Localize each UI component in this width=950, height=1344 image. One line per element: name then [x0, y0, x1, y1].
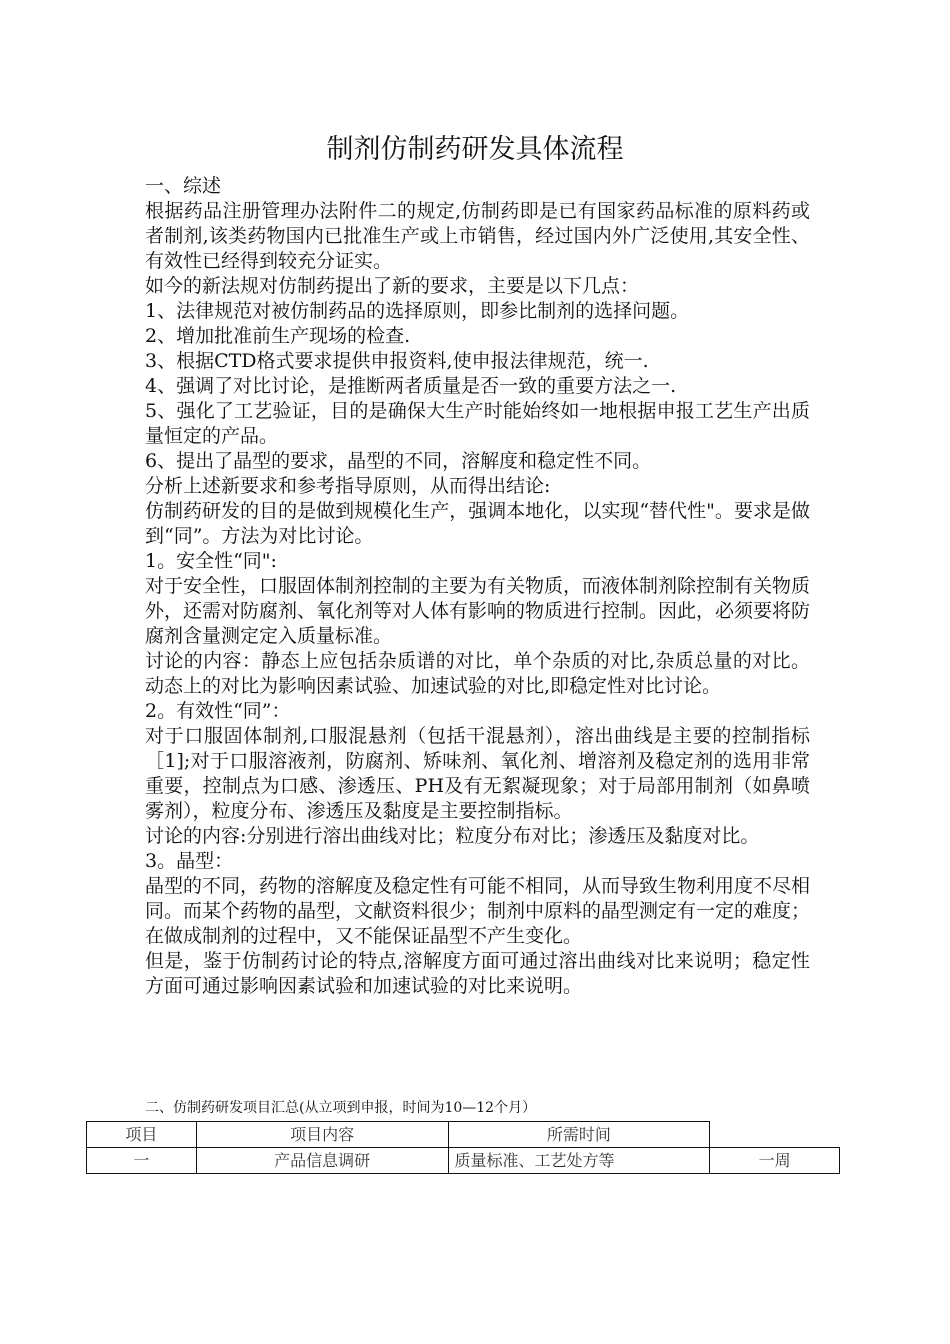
paragraph: 一、综述: [145, 175, 222, 197]
paragraph: 讨论的内容:分别进行溶出曲线对比；粒度分布对比；渗透压及黏度对比。: [145, 825, 760, 847]
paragraph: 4、强调了对比讨论，是推断两者质量是否一致的重要方法之一.: [145, 375, 677, 397]
paragraph: 3、根据CTD格式要求提供申报资料,使申报法律规范，统一.: [145, 350, 649, 372]
paragraph: 3。晶型：: [145, 850, 234, 872]
paragraph: 对于安全性，口服固体制剂控制的主要为有关物质，而液体制剂除控制有关物质外，还需对防腐剂、氧化剂等对人体有影响的物质进行控制。因此，必须要将防腐剂含量测定定入质量标准。: [145, 575, 811, 647]
paragraph: 但是，鉴于仿制药讨论的特点,溶解度方面可通过溶出曲线对比来说明；稳定性方面可通过影响因素试验和加速试验的对比来说明。: [145, 950, 810, 997]
paragraph: 对于口服固体制剂,口服混悬剂（包括干混悬剂），溶出曲线是主要的控制指标［1];对于口服溶液剂，防腐剂、矫味剂、氧化剂、增溶剂及稳定剂的选用非常重要，控制点为口感、渗透压、PH及有无絮凝现象；对于局部用制剂（如鼻喷雾剂），粒度分布、渗透压及黏度是主要控制指标。: [145, 725, 810, 822]
document-body: [145, 174, 810, 999]
paragraph: 晶型的不同，药物的溶解度及稳定性有可能不相同，从而导致生物利用度不尽相同。而某个药物的晶型，文献资料很少；制剂中原料的晶型测定有一定的难度；在做成制剂的过程中，又不能保证晶型不产生变化。: [145, 875, 811, 947]
paragraph: 分析上述新要求和参考指导原则，从而得出结论:: [145, 475, 551, 497]
table-header-cell: 项目: [87, 1122, 197, 1148]
paragraph: 根据药品注册管理办法附件二的规定,仿制药即是已有国家药品标准的原料药或者制剂,该类药物国内已批准生产或上市销售，经过国内外广泛使用,其安全性、有效性已经得到较充分证实。: [145, 200, 810, 272]
paragraph: 讨论的内容：静态上应包括杂质谱的对比，单个杂质的对比,杂质总量的对比。动态上的对比为影响因素试验、加速试验的对比,即稳定性对比讨论。: [145, 650, 810, 697]
table-header-cell: 所需时间: [448, 1122, 710, 1148]
table-header-cell: 项目内容: [196, 1122, 448, 1148]
paragraph: 5、强化了工艺验证，目的是确保大生产时能始终如一地根据申报工艺生产出质量恒定的产品。: [145, 400, 810, 447]
table-header-cell: [710, 1122, 840, 1148]
paragraph: 如今的新法规对仿制药提出了新的要求，主要是以下几点：: [145, 275, 640, 297]
table-cell: 质量标准、工艺处方等: [448, 1148, 710, 1174]
table-header-row: [87, 1122, 840, 1148]
paragraph: 2。有效性“同”：: [145, 700, 291, 722]
project-summary-table: [86, 1121, 840, 1174]
paragraph: 1。安全性“同":: [145, 550, 277, 572]
table-cell: 产品信息调研: [196, 1148, 448, 1174]
paragraph: 仿制药研发的目的是做到规模化生产，强调本地化，以实现“替代性"。要求是做到“同”。方法为对比讨论。: [145, 500, 810, 547]
section-heading: 二、仿制药研发项目汇总(从立项到申报，时间为10—12个月）: [145, 1100, 537, 1116]
paragraph: 1、法律规范对被仿制药品的选择原则，即参比制剂的选择问题。: [145, 300, 690, 322]
document-title: 制剂仿制药研发具体流程: [326, 134, 624, 165]
table-cell: 一: [87, 1148, 197, 1174]
table-row: [87, 1148, 840, 1174]
paragraph: 2、增加批准前生产现场的检查.: [145, 325, 411, 347]
table-cell: 一周: [710, 1148, 840, 1174]
paragraph: 6、提出了晶型的要求，晶型的不同，溶解度和稳定性不同。: [145, 450, 652, 472]
